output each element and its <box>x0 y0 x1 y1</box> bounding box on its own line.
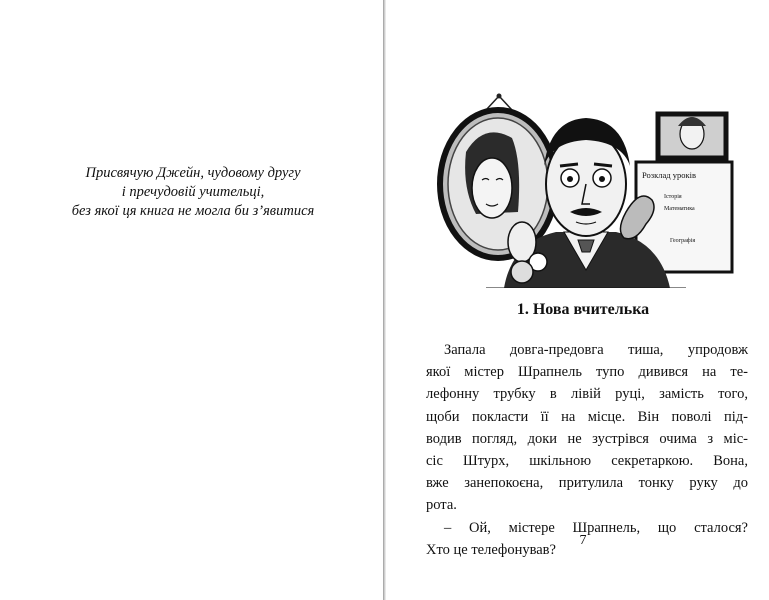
text-line: – Ой, містере Шрапнель, що сталося? <box>444 519 748 536</box>
text-line: сіс Штурх, шкільною секретаркою. Вона, <box>426 453 748 470</box>
board-line: Історія <box>664 194 682 200</box>
text-line: рота. <box>426 497 457 514</box>
text-line: Хто це телефонував? <box>426 541 556 558</box>
dedication-line: Присвячую Джейн, чудовому другу <box>85 165 301 181</box>
page-number: 7 <box>579 533 587 548</box>
right-page <box>386 0 769 600</box>
board-line: Географія <box>670 238 696 244</box>
dedication-line: і пречудовій учительці, <box>121 184 265 200</box>
text-line: вже занепокоєна, притулила тонку руку до <box>426 475 748 492</box>
text-line: Запала довга-предовга тиша, упродовж <box>444 342 748 358</box>
board-heading: Розклад уроків <box>642 170 696 180</box>
left-page <box>0 0 383 600</box>
board-line: Математика <box>664 206 695 212</box>
text-line: водив погляд, доки не зустрівся очима з міс- <box>426 430 748 447</box>
text-line: лефонну трубку в лівій руці, замість того, <box>426 386 748 403</box>
chapter-illustration <box>426 92 740 288</box>
chapter-title: 1. Нова вчителька <box>516 301 650 318</box>
dedication <box>60 164 326 221</box>
dedication-line: без якої ця книга не могла би з’явитися <box>71 203 315 219</box>
text-line: щоби покласти її на місце. Він поволі під- <box>426 408 748 425</box>
text-line: якої містер Шрапнель тупо дивився на те- <box>426 364 748 381</box>
chapter-body-text <box>426 339 748 561</box>
